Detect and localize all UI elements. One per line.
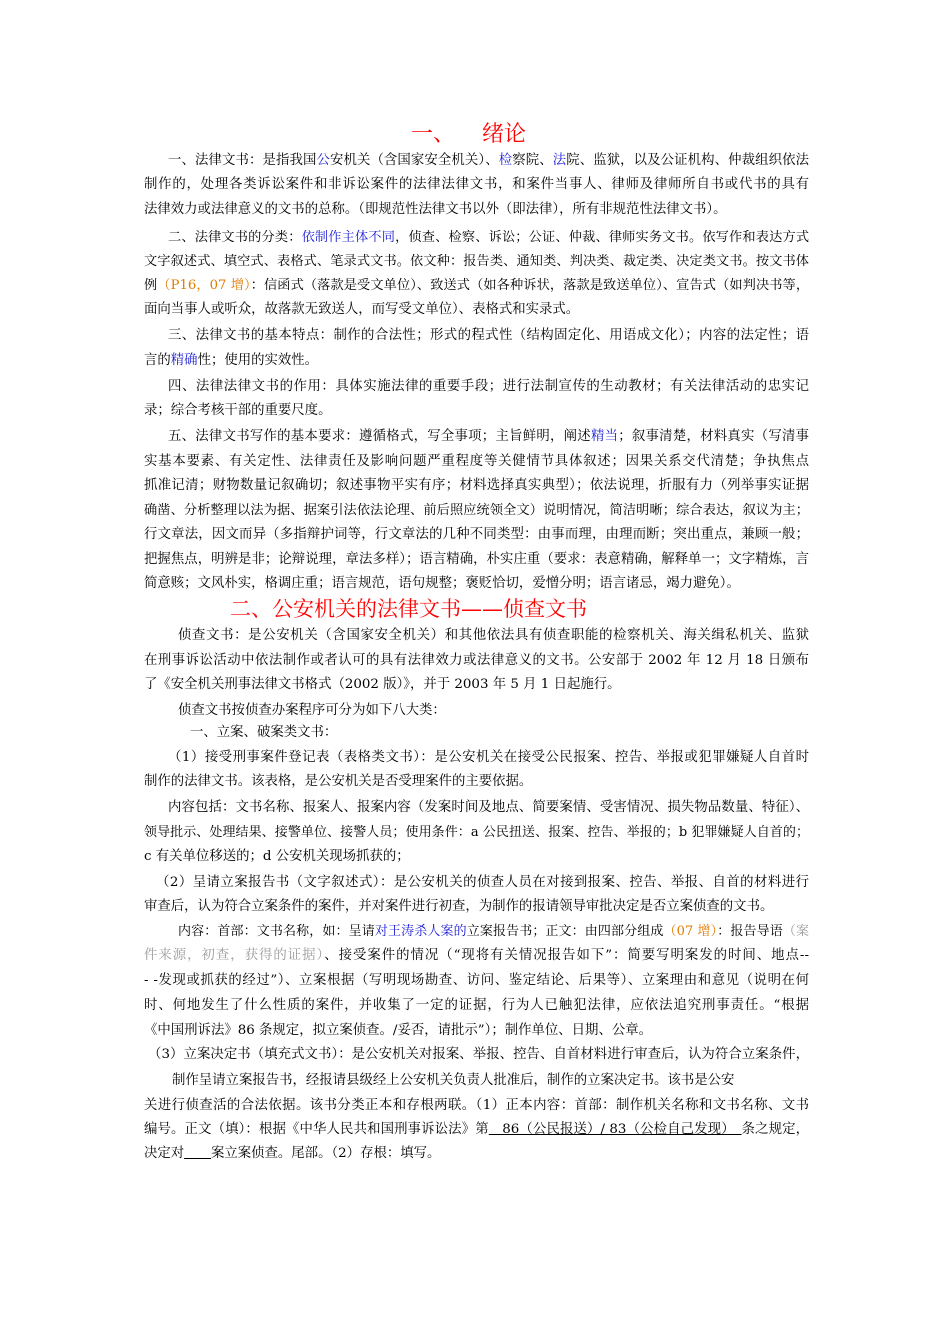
para2-line1: 二、法律文书的分类：依制作主体不同，侦查、检察、诉讼；公证、仲裁、律师实务文书。依写作和表达方式	[168, 230, 809, 245]
para12-line1: 内容：首部：文书名称，如：呈请对王涛杀人案的立案报告书；正文：由四部分组成（07 增）：报告导语（案	[178, 924, 809, 939]
para4-line2: 录；综合考核干部的重要尺度。	[144, 403, 332, 418]
para12-line3: - -发现或抓获的经过”）、立案根据（写明现场勘查、访问、鉴定结论、后果等）、立案理由和意见（说明在何	[144, 973, 809, 988]
para2-line3: 例（P16，07 增）：信函式（落款是受文单位）、致送式（如各种诉状，落款是致送单位）、宣告式（如判决书等，	[144, 278, 809, 293]
para11-line1: （2）呈请立案报告书（文字叙述式）：是公安机关的侦查人员在对接到报案、控告、举报、自首的材料进行	[156, 875, 809, 890]
para7: 侦查文书按侦查办案程序可分为如下八大类：	[178, 703, 446, 718]
para13-line1: （3）立案决定书（填充式文书）：是公安机关对报案、举报、控告、自首材料进行审查后，认为符合立案条件，	[148, 1047, 809, 1062]
para11-line2: 审查后，认为符合立案条件的案件，并对案件进行初查，为制作的报请领导审批决定是否立案侦查的文书。	[144, 899, 774, 914]
para6-line1: 侦查文书：是公安机关（含国家安全机关）和其他依法具有侦查职能的检察机关、海关缉私机关、监狱	[178, 628, 809, 643]
para5-line3: 抓准记清；财物数量记叙确切；叙述事物平实有序；材料选择真实典型）；依法说理，折服有力（列举事实证据	[144, 478, 809, 493]
para5-line6: 把握焦点，明辨是非；论辩说理，章法多样）；语言精确，朴实庄重（要求：表意精确，解释单一；文字精炼，言	[144, 552, 809, 567]
para13-line3: 关进行侦查活的合法依据。该书分类正本和存根两联。（1）正本内容：首部：制作机关名称和文书名称、文书	[144, 1098, 809, 1113]
para1-line1: 一、法律文书：是指我国公安机关（含国家安全机关）、检察院、法院、监狱，以及公证机构、仲裁组织依法	[168, 153, 809, 168]
para10-line3: c 有关单位移送的；d 公安机关现场抓获的；	[144, 849, 410, 864]
para4-line1: 四、法律法律文书的作用：具体实施法律的重要手段；进行法制宣传的生动教材；有关法律活动的忠实记	[168, 379, 809, 394]
heading-investigation-docs: 二、公安机关的法律文书——侦查文书	[230, 597, 587, 621]
para3-line2: 言的精确性；使用的实效性。	[144, 353, 319, 368]
para5-line1: 五、法律文书写作的基本要求：遵循格式，写全事项；主旨鲜明，阐述精当；叙事清楚，材料真实（写清事	[168, 429, 809, 444]
para12-line2: 件来源，初查，获得的证据）、接受案件的情况（“现将有关情况报告如下”：简要写明案发的时间、地点--	[144, 948, 809, 963]
para1-line2: 制作的，处理各类诉讼案件和非诉讼案件的法律法律文书，和案件当事人、律师及律师所自书或代书的具有	[144, 177, 809, 192]
para13-line4: 编号。正文（填）：根据《中华人民共和国刑事诉讼法》第 86（公民报送）/ 83（公检自己发现） 条之规定，	[144, 1122, 809, 1137]
para13-line5: 决定对＿＿案立案侦查。尾部。（2）存根：填写。	[144, 1146, 441, 1161]
para2-line4: 面向当事人或听众，故落款无致送人，而写受文单位）、表格式和实录式。	[144, 302, 580, 317]
para12-line5: 《中国刑诉法》86 条规定，拟立案侦查。/妥否，请批示”）；制作单位、日期、公章。	[144, 1023, 653, 1038]
para5-line2: 实基本要素、有关定性、法律责任及影响问题严重程度等关健情节具体叙述；因果关系交代清楚；争执焦点	[144, 454, 809, 469]
para10-line1: 内容包括：文书名称、报案人、报案内容（发案时间及地点、简要案情、受害情况、损失物品数量、特征）、	[168, 800, 809, 815]
para12-line4: 时、何地发生了什么性质的案件，并收集了一定的证据，行为人已触犯法律，应依法追究刑事责任。“根据	[144, 998, 809, 1013]
para6-line3: 了《安全机关刑事法律文书格式（2002 版）》，并于 2003 年 5 月 1 日起施行。	[144, 677, 621, 692]
para6-line2: 在刑事诉讼活动中依法制作或者认可的具有法律效力或法律意义的文书。公安部于 2002 年 12 月 18 日颁布	[144, 653, 809, 668]
para5-line4: 确凿、分析整理以法为据、据案引法依法论理、前后照应统领全文）说明情况，简洁明晰；综合表达，叙议为主；	[144, 503, 809, 518]
para10-line2: 领导批示、处理结果、接警单位、接警人员；使用条件：a 公民扭送、报案、控告、举报的；b 犯罪嫌疑人自首的；	[144, 825, 809, 840]
para5-line7: 简意赅；文风朴实，格调庄重；语言规范，语句规整；褒贬恰切，爱憎分明；语言诸忌，竭力避免）。	[144, 576, 740, 591]
para9-line2: 制作的法律文书。该表格，是公安机关是否受理案件的主要依据。	[144, 774, 533, 789]
para5-line5: 行文章法，因文而异（多指辩护词等，行文章法的几种不同类型：由事而理，由理而断；突出重点，兼顾一般；	[144, 527, 809, 542]
heading-number: 一、	[411, 122, 456, 147]
para3-line1: 三、法律文书的基本特点：制作的合法性；形式的程式性（结构固定化、用语成文化）；内容的法定性；语	[168, 328, 809, 343]
heading-title: 绪论	[482, 122, 527, 147]
para9-line1: （1）接受刑事案件登记表（表格类文书）：是公安机关在接受公民报案、控告、举报或犯罪嫌疑人自首时	[168, 750, 809, 765]
para2-line2: 文字叙述式、填空式、表格式、笔录式文书。依文种：报告类、通知类、判决类、裁定类、决定类文书。按文书体	[144, 254, 809, 269]
para1-line3: 法律效力或法律意义的文书的总称。（即规范性法律文书以外（即法律），所有非规范性法律文书）。	[144, 202, 727, 217]
para13-line2: 制作呈请立案报告书，经报请县级经上公安机关负责人批准后，制作的立案决定书。该书是公安	[172, 1073, 735, 1088]
para8-section-title: 一、立案、破案类文书：	[190, 725, 338, 740]
